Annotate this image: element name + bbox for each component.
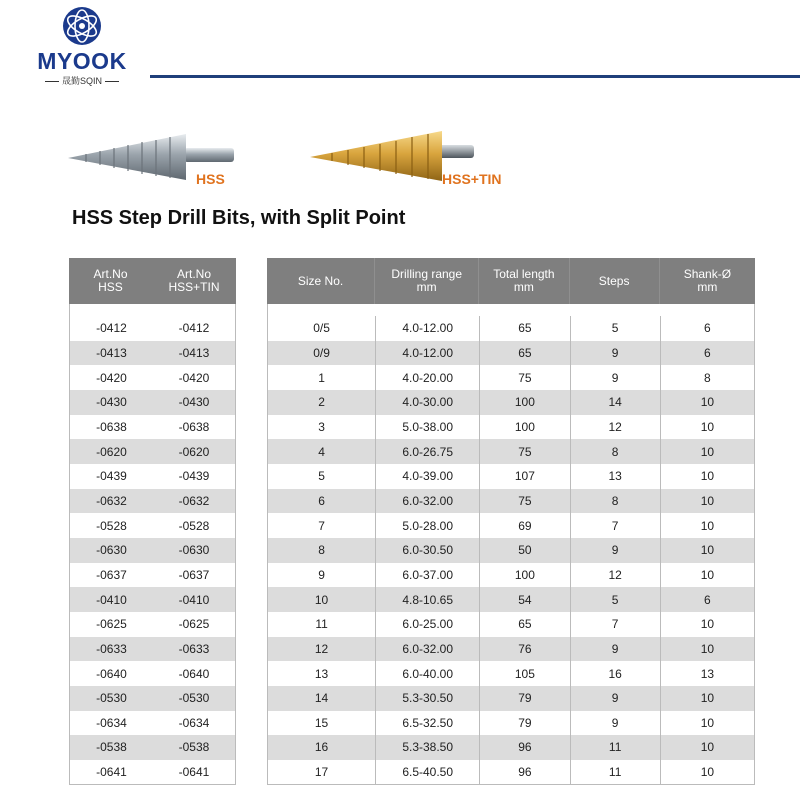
table-row [268,489,754,514]
table-row [70,365,235,390]
table-row [70,612,235,637]
table-row [70,341,235,366]
cell-art-tin: -0430 [178,395,210,410]
table-row [70,415,235,440]
cell-total-length: 96 [479,735,569,760]
cell-total-length: 65 [479,612,569,637]
table-spacer [267,304,755,316]
cell-art-tin: -0640 [178,666,210,681]
cell-total-length: 54 [479,587,569,612]
cell-art-tin: -0641 [178,765,210,780]
cell-art-tin: -0638 [178,419,210,434]
cell-art-tin: -0634 [178,715,210,730]
table-row [268,587,754,612]
cell-shank-diameter: 6 [660,587,754,612]
cell-art-hss: -0528 [96,518,127,533]
cell-art-tin: -0413 [178,345,210,360]
tin-label: HSS+TIN [442,171,502,187]
table-row [70,390,235,415]
cell-size-no: 11 [315,617,328,632]
cell-drilling-range: 4.0-12.00 [375,316,479,341]
cell-steps: 11 [570,735,660,760]
cell-size-no: 10 [314,592,329,607]
cell-steps: 5 [570,587,660,612]
cell-shank-diameter: 10 [660,390,754,415]
cell-shank-diameter: 10 [660,711,754,736]
cell-drilling-range: 6.0-25.00 [375,612,479,637]
cell-total-length: 79 [479,686,569,711]
cell-total-length: 100 [479,415,569,440]
cell-size-no: 17 [314,765,329,780]
cell-art-hss: -0640 [96,666,127,681]
cell-steps: 11 [570,760,660,785]
cell-total-length: 50 [479,538,569,563]
cell-size-no: 15 [314,715,329,730]
table-row [268,686,754,711]
brand-subtitle: 晟勤SQIN [36,74,128,87]
cell-art-tin: -0528 [178,518,210,533]
cell-size-no: 0/5 [313,321,330,336]
cell-shank-diameter: 10 [660,637,754,662]
table-row [268,415,754,440]
cell-art-hss: -0410 [96,592,127,607]
cell-shank-diameter: 8 [660,365,754,390]
cell-steps: 9 [570,365,660,390]
table-row [70,735,235,760]
cell-shank-diameter: 10 [660,612,754,637]
table-row [268,563,754,588]
table-row [268,316,754,341]
cell-art-tin: -0420 [178,370,210,385]
table-row [70,513,235,538]
cell-shank-diameter: 6 [660,316,754,341]
specification-table [267,258,755,785]
cell-total-length: 69 [479,513,569,538]
table-header [267,258,755,304]
cell-steps: 8 [570,489,660,514]
cell-total-length: 79 [479,711,569,736]
cell-steps: 7 [570,612,660,637]
header-divider [150,75,800,78]
table-row [268,464,754,489]
cell-steps: 13 [570,464,660,489]
cell-size-no: 13 [314,666,329,681]
cell-drilling-range: 6.0-32.00 [375,637,479,662]
cell-art-hss: -0632 [96,493,127,508]
cell-drilling-range: 4.0-20.00 [375,365,479,390]
cell-art-hss: -0637 [96,567,127,582]
cell-total-length: 65 [479,316,569,341]
table-row [70,538,235,563]
table-row [70,587,235,612]
table-row [70,489,235,514]
cell-steps: 8 [570,439,660,464]
cell-drilling-range: 6.0-37.00 [375,563,479,588]
hss-label: HSS [196,171,225,187]
cell-steps: 9 [570,711,660,736]
cell-drilling-range: 6.0-30.50 [375,538,479,563]
table-row [268,365,754,390]
cell-shank-diameter: 10 [660,563,754,588]
table-row [268,513,754,538]
cell-drilling-range: 6.0-32.00 [375,489,479,514]
table-row [268,538,754,563]
table-row [268,341,754,366]
cell-total-length: 65 [479,341,569,366]
table-row [70,637,235,662]
cell-size-no: 5 [318,469,325,484]
cell-shank-diameter: 10 [660,489,754,514]
header-art-tin: Art.No HSS+TIN [168,267,220,294]
header-size-no: Size No. [297,273,344,288]
brand-logo [36,6,128,86]
article-number-table [69,258,236,785]
table-row [70,661,235,686]
cell-steps: 9 [570,637,660,662]
cell-size-no: 4 [318,444,325,459]
cell-drilling-range: 5.0-28.00 [375,513,479,538]
cell-art-hss: -0641 [96,765,127,780]
cell-art-hss: -0538 [96,740,127,755]
cell-art-tin: -0630 [178,543,210,558]
cell-total-length: 105 [479,661,569,686]
cell-art-hss: -0625 [96,617,127,632]
cell-steps: 9 [570,538,660,563]
header-steps: Steps [569,258,659,304]
table-body [267,316,755,785]
cell-size-no: 6 [318,493,325,508]
table-row [268,390,754,415]
cell-art-tin: -0412 [178,321,210,336]
table-spacer [69,304,236,316]
cell-shank-diameter: 10 [660,439,754,464]
cell-steps: 9 [570,341,660,366]
header-total-length: Total length mm [478,258,568,304]
cell-steps: 7 [570,513,660,538]
cell-shank-diameter: 10 [660,415,754,440]
cell-art-tin: -0530 [178,691,210,706]
cell-size-no: 8 [318,543,325,558]
cell-shank-diameter: 10 [660,760,754,785]
table-row [268,735,754,760]
cell-steps: 5 [570,316,660,341]
cell-art-hss: -0633 [96,641,127,656]
cell-drilling-range: 5.0-38.00 [375,415,479,440]
cell-drilling-range: 6.5-32.50 [375,711,479,736]
header-drilling-range: Drilling range mm [374,258,478,304]
cell-drilling-range: 6.0-26.75 [375,439,479,464]
cell-art-hss: -0530 [96,691,127,706]
cell-shank-diameter: 6 [660,341,754,366]
cell-size-no: 0/9 [313,345,330,360]
table-row [70,316,235,341]
table-row [268,439,754,464]
cell-total-length: 107 [479,464,569,489]
cell-size-no: 2 [318,395,325,410]
cell-size-no: 9 [318,567,325,582]
cell-total-length: 100 [479,390,569,415]
cell-drilling-range: 4.0-39.00 [375,464,479,489]
globe-logo-icon [62,6,102,46]
cell-art-tin: -0538 [178,740,210,755]
page-title: HSS Step Drill Bits, with Split Point [72,207,406,229]
table-row [70,760,235,785]
table-row [268,612,754,637]
cell-drilling-range: 4.8-10.65 [375,587,479,612]
cell-total-length: 76 [479,637,569,662]
cell-art-tin: -0637 [178,567,210,582]
cell-art-hss: -0439 [96,469,127,484]
cell-steps: 9 [570,686,660,711]
cell-steps: 14 [570,390,660,415]
table-header [69,258,236,304]
cell-total-length: 75 [479,489,569,514]
cell-drilling-range: 4.0-30.00 [375,390,479,415]
table-row [70,439,235,464]
cell-art-hss: -0630 [96,543,127,558]
table-row [70,563,235,588]
cell-shank-diameter: 10 [660,735,754,760]
table-row [268,637,754,662]
cell-art-hss: -0620 [96,444,127,459]
cell-size-no: 3 [318,419,325,434]
header-shank-diameter: Shank-Ø mm [659,258,755,304]
cell-shank-diameter: 13 [660,661,754,686]
cell-art-hss: -0413 [96,345,127,360]
cell-drilling-range: 6.5-40.50 [375,760,479,785]
cell-art-tin: -0632 [178,493,210,508]
cell-size-no: 14 [314,691,329,706]
table-row [70,711,235,736]
cell-total-length: 75 [479,365,569,390]
cell-shank-diameter: 10 [660,538,754,563]
cell-total-length: 100 [479,563,569,588]
cell-drilling-range: 5.3-30.50 [375,686,479,711]
cell-total-length: 75 [479,439,569,464]
cell-art-tin: -0625 [178,617,210,632]
table-row [268,760,754,785]
cell-size-no: 7 [318,518,325,533]
cell-art-hss: -0638 [96,419,127,434]
table-row [268,711,754,736]
cell-shank-diameter: 10 [660,464,754,489]
cell-art-hss: -0634 [96,715,127,730]
cell-art-tin: -0410 [178,592,210,607]
cell-drilling-range: 5.3-38.50 [375,735,479,760]
cell-drilling-range: 4.0-12.00 [375,341,479,366]
cell-size-no: 1 [318,370,325,385]
table-row [70,686,235,711]
cell-art-hss: -0412 [96,321,127,336]
cell-steps: 16 [570,661,660,686]
header-art-hss: Art.No HSS [93,267,128,294]
table-row [268,661,754,686]
cell-size-no: 16 [314,740,329,755]
cell-steps: 12 [570,415,660,440]
cell-drilling-range: 6.0-40.00 [375,661,479,686]
cell-total-length: 96 [479,760,569,785]
cell-art-hss: -0420 [96,370,127,385]
cell-art-tin: -0620 [178,444,210,459]
brand-name: MYOOK [37,48,127,74]
table-body [69,316,236,785]
cell-size-no: 12 [314,641,329,656]
cell-art-hss: -0430 [96,395,127,410]
cell-shank-diameter: 10 [660,513,754,538]
cell-steps: 12 [570,563,660,588]
cell-shank-diameter: 10 [660,686,754,711]
cell-art-tin: -0633 [178,641,210,656]
cell-art-tin: -0439 [178,469,210,484]
table-row [70,464,235,489]
